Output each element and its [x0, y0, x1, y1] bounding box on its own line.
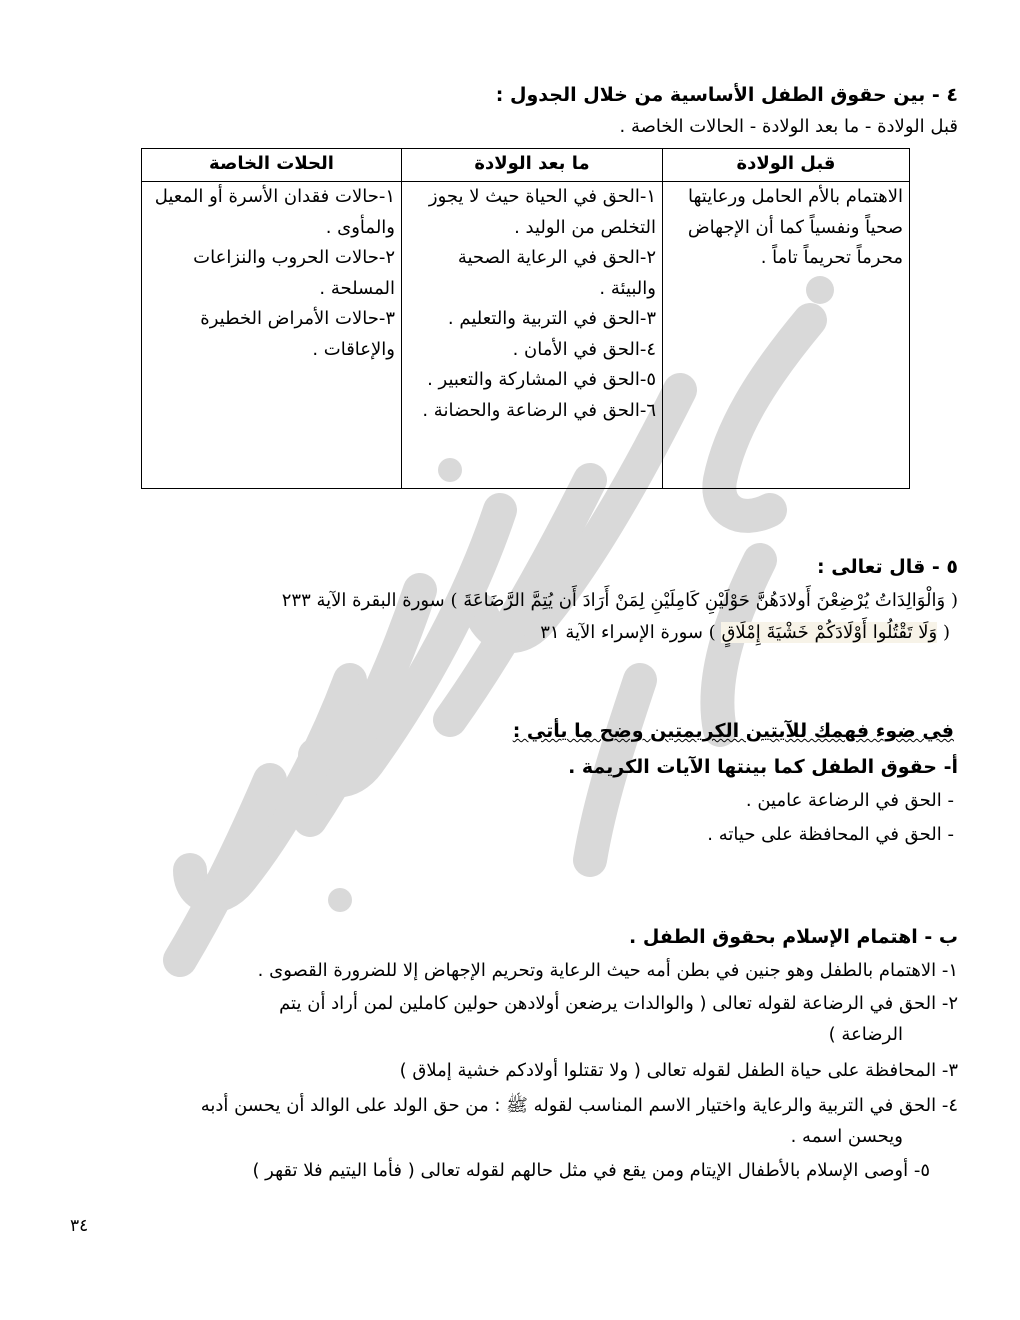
child-rights-table: [141, 148, 910, 489]
verses-prompt: في ضوء فهمك للآيتين الكريمتين وضح ما يأتي :: [512, 720, 954, 742]
header-before-birth: قبل الولادة: [663, 149, 910, 182]
before-birth-item: الاهتمام بالأم الحامل ورعايتها صحياً ونفسياً كما أن الإجهاض محرماً تحريماً تاماً .: [687, 186, 903, 268]
part-b-item: ٢- الحق في الرضاعة لقوله تعالى ( والوالدات يرضعن أولادهن حولين كاملين لمن أراد أن يتم: [279, 993, 958, 1014]
question-5-heading: ٥ - قال تعالى :: [817, 556, 958, 578]
part-a-item: - الحق في المحافظة على حياته .: [707, 824, 954, 845]
after-birth-item: ٢-الحق في الرعاية الصحية والبيئة .: [457, 247, 656, 299]
part-b-item-continuation: الرضاعة ): [828, 1024, 903, 1045]
page-number: ٣٤: [70, 1216, 89, 1236]
part-b-item: ٣- المحافظة على حياة الطفل لقوله تعالى ( ولا تقتلوا أولادكم خشية إملاق ): [399, 1060, 958, 1081]
part-b-item: ٤- الحق في التربية والرعاية واختيار الاسم المناسب لقوله ﷺ : من حق الولد على الوالد أن يحسن أدبه: [200, 1095, 958, 1116]
after-birth-item: ٣-الحق في التربية والتعليم .: [447, 308, 656, 329]
verse-2-reference: ) سورة الإسراء الآية ٣١: [540, 622, 716, 643]
header-special-cases: الحلات الخاصة: [142, 149, 402, 182]
verse-1-open-paren: (: [950, 590, 958, 611]
verse-line-1: [282, 590, 958, 611]
special-case-item: ١-حالات فقدان الأسرة أو المعيل والمأوى .: [154, 186, 395, 238]
after-birth-item: ١-الحق في الحياة حيث لا يجوز التخلص من الوليد .: [428, 186, 656, 238]
after-birth-item: ٤-الحق في الأمان .: [512, 338, 656, 360]
verse-1-text: وَالْوَالِدَاتُ يُرْضِعْنَ أَولادَهُنَّ حَوْلَيْنِ كَامِلَيْنِ لِمَنْ أَرَادَ أَن يُتِمَّ الرَّضَاعَةَ: [463, 590, 946, 611]
part-a-item: - الحق في الرضاعة عامين .: [745, 790, 954, 811]
verse-2-open-paren: (: [942, 622, 950, 643]
special-case-item: ٣-حالات الأمراض الخطيرة والإعاقات .: [200, 308, 395, 360]
part-b-item: ٥- أوصى الإسلام بالأطفال الإيتام ومن يقع في مثل حالهم لقوله تعالى ( فأما اليتيم فلا تقهر ): [252, 1160, 930, 1181]
after-birth-item: ٦-الحق في الرضاعة والحضانة .: [422, 399, 656, 421]
header-after-birth: ما بعد الولادة: [402, 149, 663, 182]
verse-line-2: [540, 622, 950, 643]
cell-special-cases: [142, 182, 402, 489]
cell-after-birth: [402, 182, 663, 489]
question-4-heading: ٤ - بين حقوق الطفل الأساسية من خلال الجدول :: [495, 84, 958, 106]
question-4-subheading: قبل الولادة - ما بعد الولادة - الحالات الخاصة .: [619, 116, 958, 137]
after-birth-item: ٥-الحق في المشاركة والتعبير .: [427, 369, 656, 390]
verse-1-reference: ) سورة البقرة الآية ٢٣٣: [281, 590, 458, 611]
verse-2-text: وَلَا تَقْتُلُوا أَوْلَادَكُمْ خَشْيَةَ إِمْلَاقٍ: [721, 622, 938, 643]
part-b-item: ١- الاهتمام بالطفل وهو جنين في بطن أمه حيث الرعاية وتحريم الإجهاض إلا للضرورة القصوى .: [257, 960, 958, 981]
part-b-item-continuation: ويحسن اسمه .: [790, 1126, 903, 1147]
part-b-title: ب - اهتمام الإسلام بحقوق الطفل .: [628, 926, 958, 948]
special-case-item: ٢-حالات الحروب والنزاعات المسلحة .: [193, 247, 395, 299]
part-a-title: أ- حقوق الطفل كما بينتها الآيات الكريمة .: [568, 756, 958, 778]
cell-before-birth: [663, 182, 910, 489]
